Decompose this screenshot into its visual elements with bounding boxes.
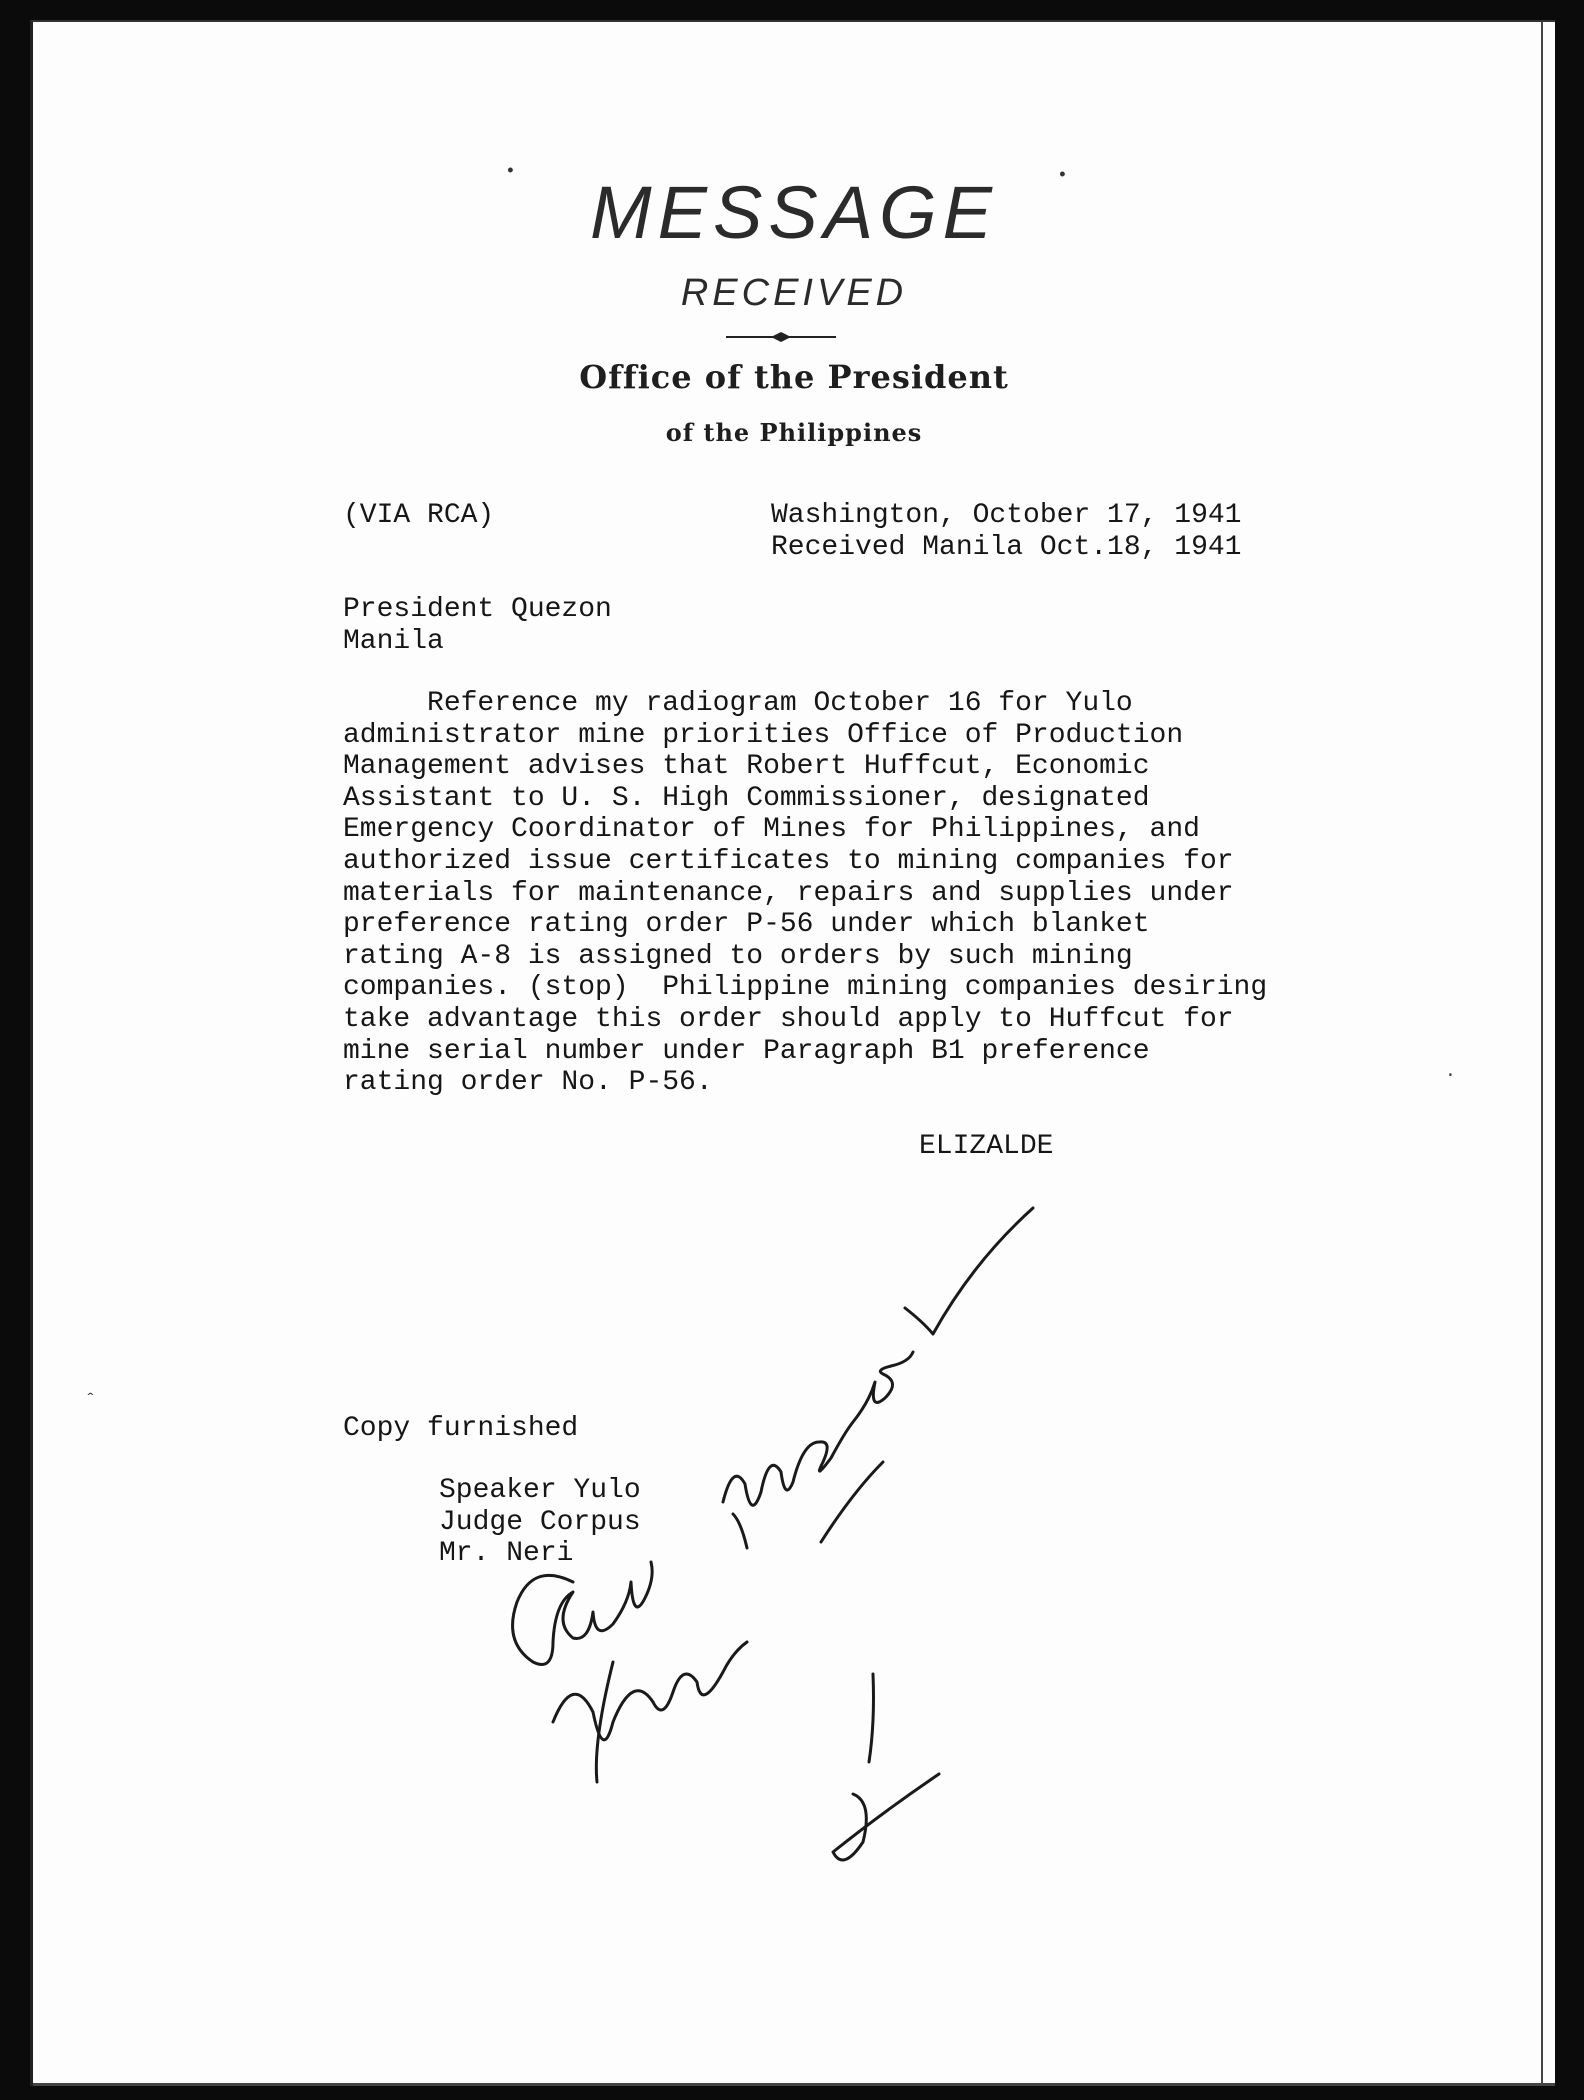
handwriting-corpus	[723, 1352, 913, 1505]
body-line: mine serial number under Paragraph B1 preference	[343, 1035, 1150, 1067]
body-line: Assistant to U. S. High Commissioner, designated	[343, 782, 1150, 814]
signature: ELIZALDE	[919, 1131, 1054, 1162]
vertical-tick	[869, 1674, 874, 1762]
body-line: rating A-8 is assigned to orders by such mining	[343, 940, 1133, 972]
office-title: Office of the President	[579, 358, 1009, 396]
office-subtitle: of the Philippines	[665, 418, 923, 447]
handwriting-dash	[733, 1514, 747, 1548]
handwritten-annotations	[33, 22, 1555, 2086]
ink-speck: ·	[1445, 1066, 1456, 1086]
sent-line: Washington, October 17, 1941	[771, 500, 1242, 531]
handwriting-stroke	[596, 1662, 613, 1782]
ink-speck: ˆ	[85, 1392, 96, 1412]
addressee-name: President Quezon	[343, 594, 612, 625]
check-mark-stroke	[905, 1208, 1033, 1334]
body-line: authorized issue certificates to mining companies for	[343, 845, 1234, 877]
recipient: Mr. Neri	[439, 1538, 574, 1570]
page-edge-line	[1541, 22, 1543, 2086]
received-line: Received Manila Oct.18, 1941	[771, 531, 1242, 563]
body-line: Management advises that Robert Huffcut, Economic	[343, 751, 1150, 783]
body-line: rating order No. P-56.	[343, 1067, 713, 1099]
page-edge-line	[33, 2083, 1555, 2086]
recipient: Speaker Yulo	[439, 1475, 641, 1506]
body-line: take advantage this order should apply to Huffcut for	[343, 1003, 1234, 1035]
copy-furnished-label: Copy furnished	[343, 1413, 579, 1444]
body-line: administrator mine priorities Office of Production	[343, 719, 1184, 751]
message-document	[30, 20, 1555, 2086]
ink-speck: •	[505, 162, 516, 182]
body-line: companies. (stop) Philippine mining companies desiring	[343, 972, 1268, 1004]
addressee-city: Manila	[343, 625, 444, 657]
letterhead-title: MESSAGE	[590, 171, 998, 254]
checkmark-lower	[833, 1774, 939, 1860]
routing-note: (VIA RCA)	[343, 500, 495, 531]
letterhead-subtitle: RECEIVED	[680, 272, 908, 314]
body-line: preference rating order P-56 under which blanket	[343, 909, 1150, 941]
body-line: materials for maintenance, repairs and supplies under	[343, 877, 1234, 909]
slash-mark	[821, 1462, 883, 1542]
body-line: Reference my radiogram October 16 for Yulo	[343, 688, 1133, 719]
handwriting-neri	[553, 1642, 747, 1740]
ink-speck: •	[1057, 166, 1068, 186]
recipient: Judge Corpus	[439, 1506, 641, 1538]
handwriting-judge	[513, 1562, 653, 1665]
body-line: Emergency Coordinator of Mines for Philippines, and	[343, 814, 1200, 846]
